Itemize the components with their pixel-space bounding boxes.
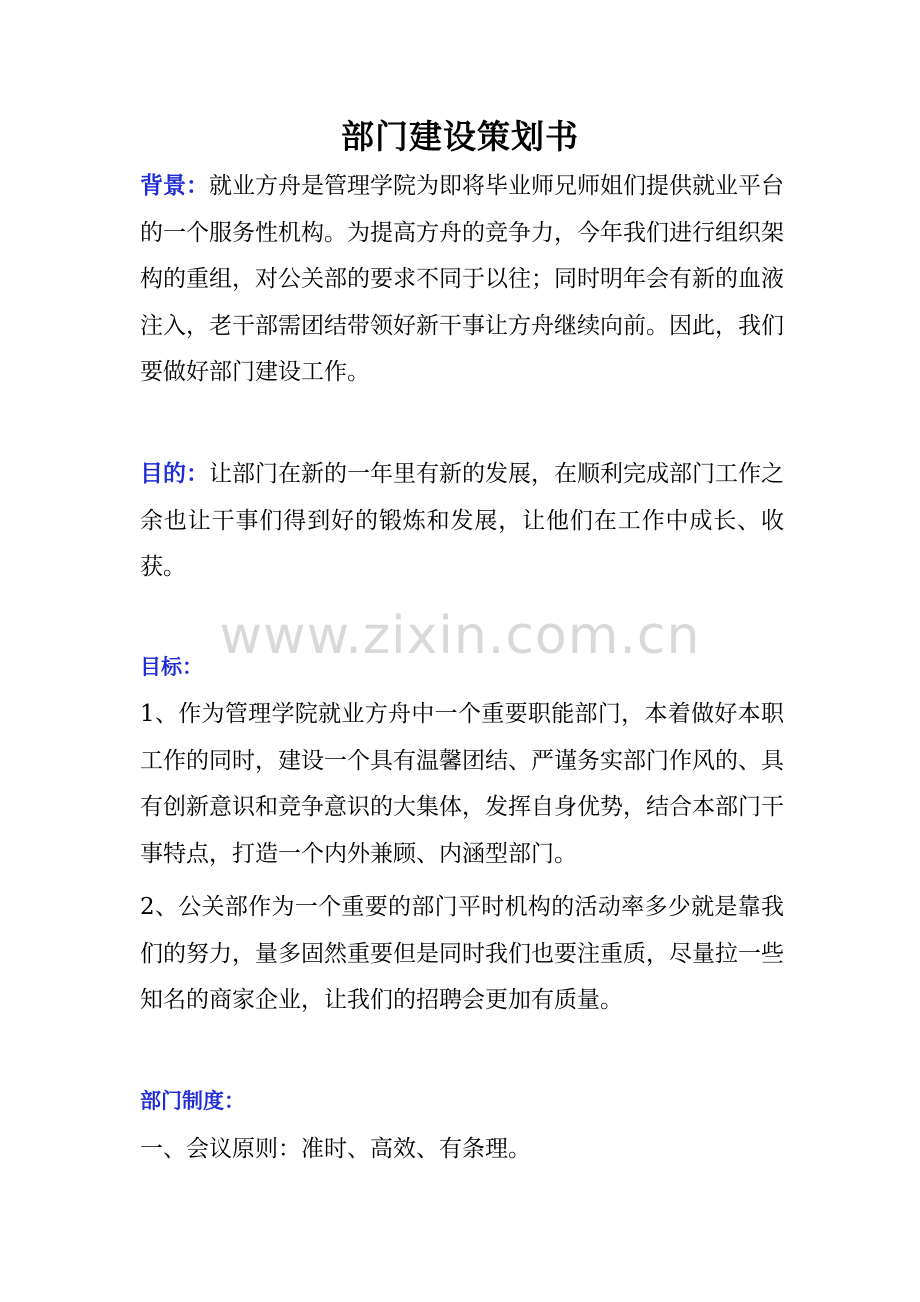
purpose-text: 让部门在新的一年里有新的发展，在顺利完成部门工作之余也让干事们得到好的锻炼和发展，让他们在工作中成长、收获。 (140, 461, 784, 580)
watermark: www.zixin.com.cn (219, 606, 701, 666)
rules-heading: 部门制度： (140, 1088, 245, 1113)
background-paragraph (140, 163, 784, 396)
background-text: 就业方舟是管理学院为即将毕业师兄师姐们提供就业平台的一个服务性机构。为提高方舟的竞争力，今年我们进行组织架构的重组，对公关部的要求不同于以往；同时明年会有新的血液注入，老干部需团结带领好新干事让方舟继续向前。因此，我们要做好部门建设工作。 (140, 173, 784, 385)
document-title: 部门建设策划书 (341, 117, 579, 156)
purpose-paragraph (140, 451, 784, 591)
goal-item-2: 2、公关部作为一个重要的部门平时机构的活动率多少就是靠我们的努力，量多固然重要但是同时我们也要注重质，尽量拉一些知名的商家企业，让我们的招聘会更加有质量。 (140, 894, 784, 1013)
background-label: 背景： (140, 172, 209, 199)
goals-heading: 目标： (140, 654, 203, 679)
rule-item-1: 一、会议原则：准时、高效、有条理。 (140, 1136, 531, 1162)
goal-item-1: 1、作为管理学院就业方舟中一个重要职能部门，本着做好本职工作的同时，建设一个具有温馨团结、严谨务实部门作风的、具有创新意识和竞争意识的大集体，发挥自身优势，结合本部门干事特点，打造一个内外兼顾、内涵型部门。 (140, 701, 784, 867)
purpose-label: 目的： (140, 460, 209, 487)
